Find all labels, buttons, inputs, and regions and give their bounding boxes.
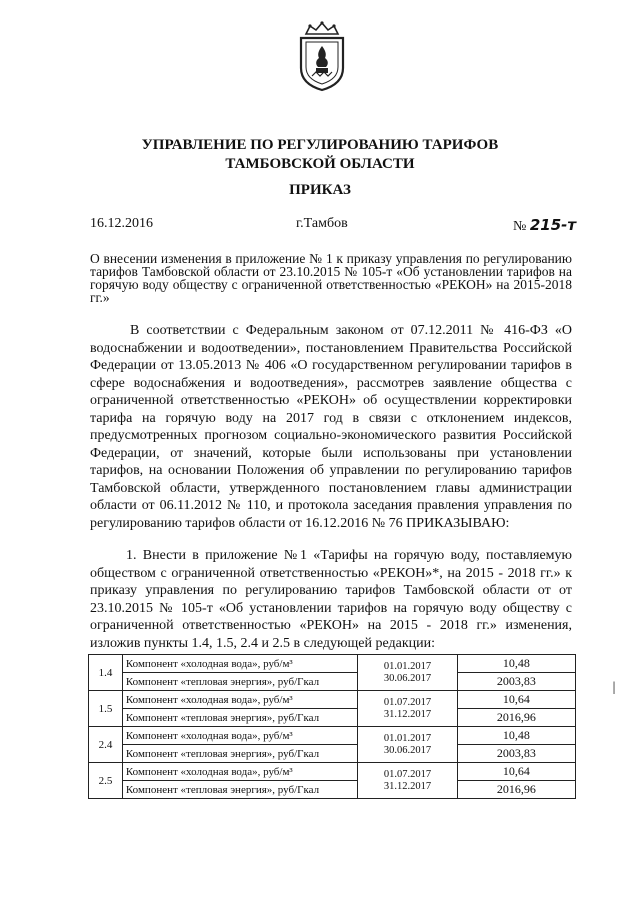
period-start: 01.07.2017 <box>383 696 432 708</box>
issuer-line-2: ТАМБОВСКОЙ ОБЛАСТИ <box>225 156 415 172</box>
table-row <box>89 745 576 763</box>
table-row <box>89 655 576 673</box>
order-city: г.Тамбов <box>296 216 348 231</box>
preamble-paragraph: В соответствии с Федеральным законом от 07.12.2011 № 416-ФЗ «О водоснабжении и водоотведении», постановлением Правительства Российской Федерации от 13.05.2013 № 406 «О государственном регулировании тарифов в сфере водоснабжения и водоотведения», рассмотрев заявление общества с ограниченной ответственностью «РЕКОН» об осуществлении корректировки тарифа на горячую воду на 2017 год в связи с отклонением индексов, предусмотренных прогнозом социально-экономического развития Российской Федерации, от значений, которые были использованы при установлении тарифов, на основании Положения об управлении по регулированию тарифов Тамбовской области, утвержденного постановлением главы администрации области от 06.11.2012 № 110, и протокола заседания правления управления по регулированию тарифов области от 16.12.2016 № 76 ПРИКАЗЫВАЮ: <box>90 323 572 531</box>
component-label: Компонент «холодная вода», руб/м³ <box>122 763 357 781</box>
tariff-period <box>358 763 458 799</box>
item-1-paragraph: 1. Внести в приложение №1 «Тарифы на горячую воду, поставляемую обществом с ограниченной ответственностью «РЕКОН»*, на 2015 - 2018 гг.» к приказу управления по регулированию тарифов Тамбовской области от от 23.10.2015 № 105-т «Об установлении тарифов на горячую воду обществу с ограниченной ответственностью «РЕКОН» на 2015 - 2018 гг.» изменения, изложив пункты 1.4, 1.5, 2.4 и 2.5 в следующей редакции: <box>90 548 572 651</box>
table-row <box>89 691 576 709</box>
tariff-table <box>88 654 576 799</box>
coat-of-arms-emblem <box>296 20 348 92</box>
table-row <box>89 727 576 745</box>
tariff-value: 2003,83 <box>457 745 575 763</box>
order-title: ПРИКАЗ <box>289 182 351 198</box>
issuer-line-1: УПРАВЛЕНИЕ ПО РЕГУЛИРОВАНИЮ ТАРИФОВ <box>141 137 499 153</box>
component-label: Компонент «тепловая энергия», руб/Гкал <box>122 781 357 799</box>
order-number <box>513 216 576 235</box>
tariff-period <box>358 727 458 763</box>
component-label: Компонент «тепловая энергия», руб/Гкал <box>122 709 357 727</box>
tariff-value: 10,64 <box>457 691 575 709</box>
tariff-value: 2003,83 <box>457 673 575 691</box>
handwritten-number: 215-т <box>529 216 577 234</box>
period-start: 01.07.2017 <box>383 768 432 780</box>
tariff-value: 10,48 <box>457 727 575 745</box>
tariff-code: 1.4 <box>89 655 123 691</box>
component-label: Компонент «холодная вода», руб/м³ <box>122 691 357 709</box>
component-label: Компонент «тепловая энергия», руб/Гкал <box>122 745 357 763</box>
tariff-period <box>358 655 458 691</box>
period-end: 31.12.2017 <box>383 780 432 792</box>
period-start: 01.01.2017 <box>383 732 432 744</box>
period-end: 31.12.2017 <box>383 708 432 720</box>
component-label: Компонент «тепловая энергия», руб/Гкал <box>122 673 357 691</box>
component-label: Компонент «холодная вода», руб/м³ <box>122 727 357 745</box>
tariff-value: 10,48 <box>457 655 575 673</box>
margin-mark: | <box>612 680 617 694</box>
tariff-code: 2.5 <box>89 763 123 799</box>
table-row <box>89 763 576 781</box>
tariff-period <box>358 691 458 727</box>
tariff-value: 2016,96 <box>457 709 575 727</box>
period-end: 30.06.2017 <box>383 672 432 684</box>
table-row <box>89 781 576 799</box>
table-row <box>89 673 576 691</box>
tariff-code: 2.4 <box>89 727 123 763</box>
tariff-value: 2016,96 <box>457 781 575 799</box>
period-start: 01.01.2017 <box>383 660 432 672</box>
order-subject: О внесении изменения в приложение № 1 к приказу управления по регулированию тарифов Тамбовской области от 23.10.2015 № 105-т «Об установлении тарифов на горячую воду обществу с ограниченной ответственностью «РЕКОН» на 2015-2018 гг.» <box>90 251 572 305</box>
order-date: 16.12.2016 <box>90 216 153 231</box>
tariff-code: 1.5 <box>89 691 123 727</box>
period-end: 30.06.2017 <box>383 744 432 756</box>
tariff-value: 10,64 <box>457 763 575 781</box>
issuer-header <box>60 136 580 174</box>
number-sign: № <box>513 219 527 234</box>
table-row <box>89 709 576 727</box>
component-label: Компонент «холодная вода», руб/м³ <box>122 655 357 673</box>
